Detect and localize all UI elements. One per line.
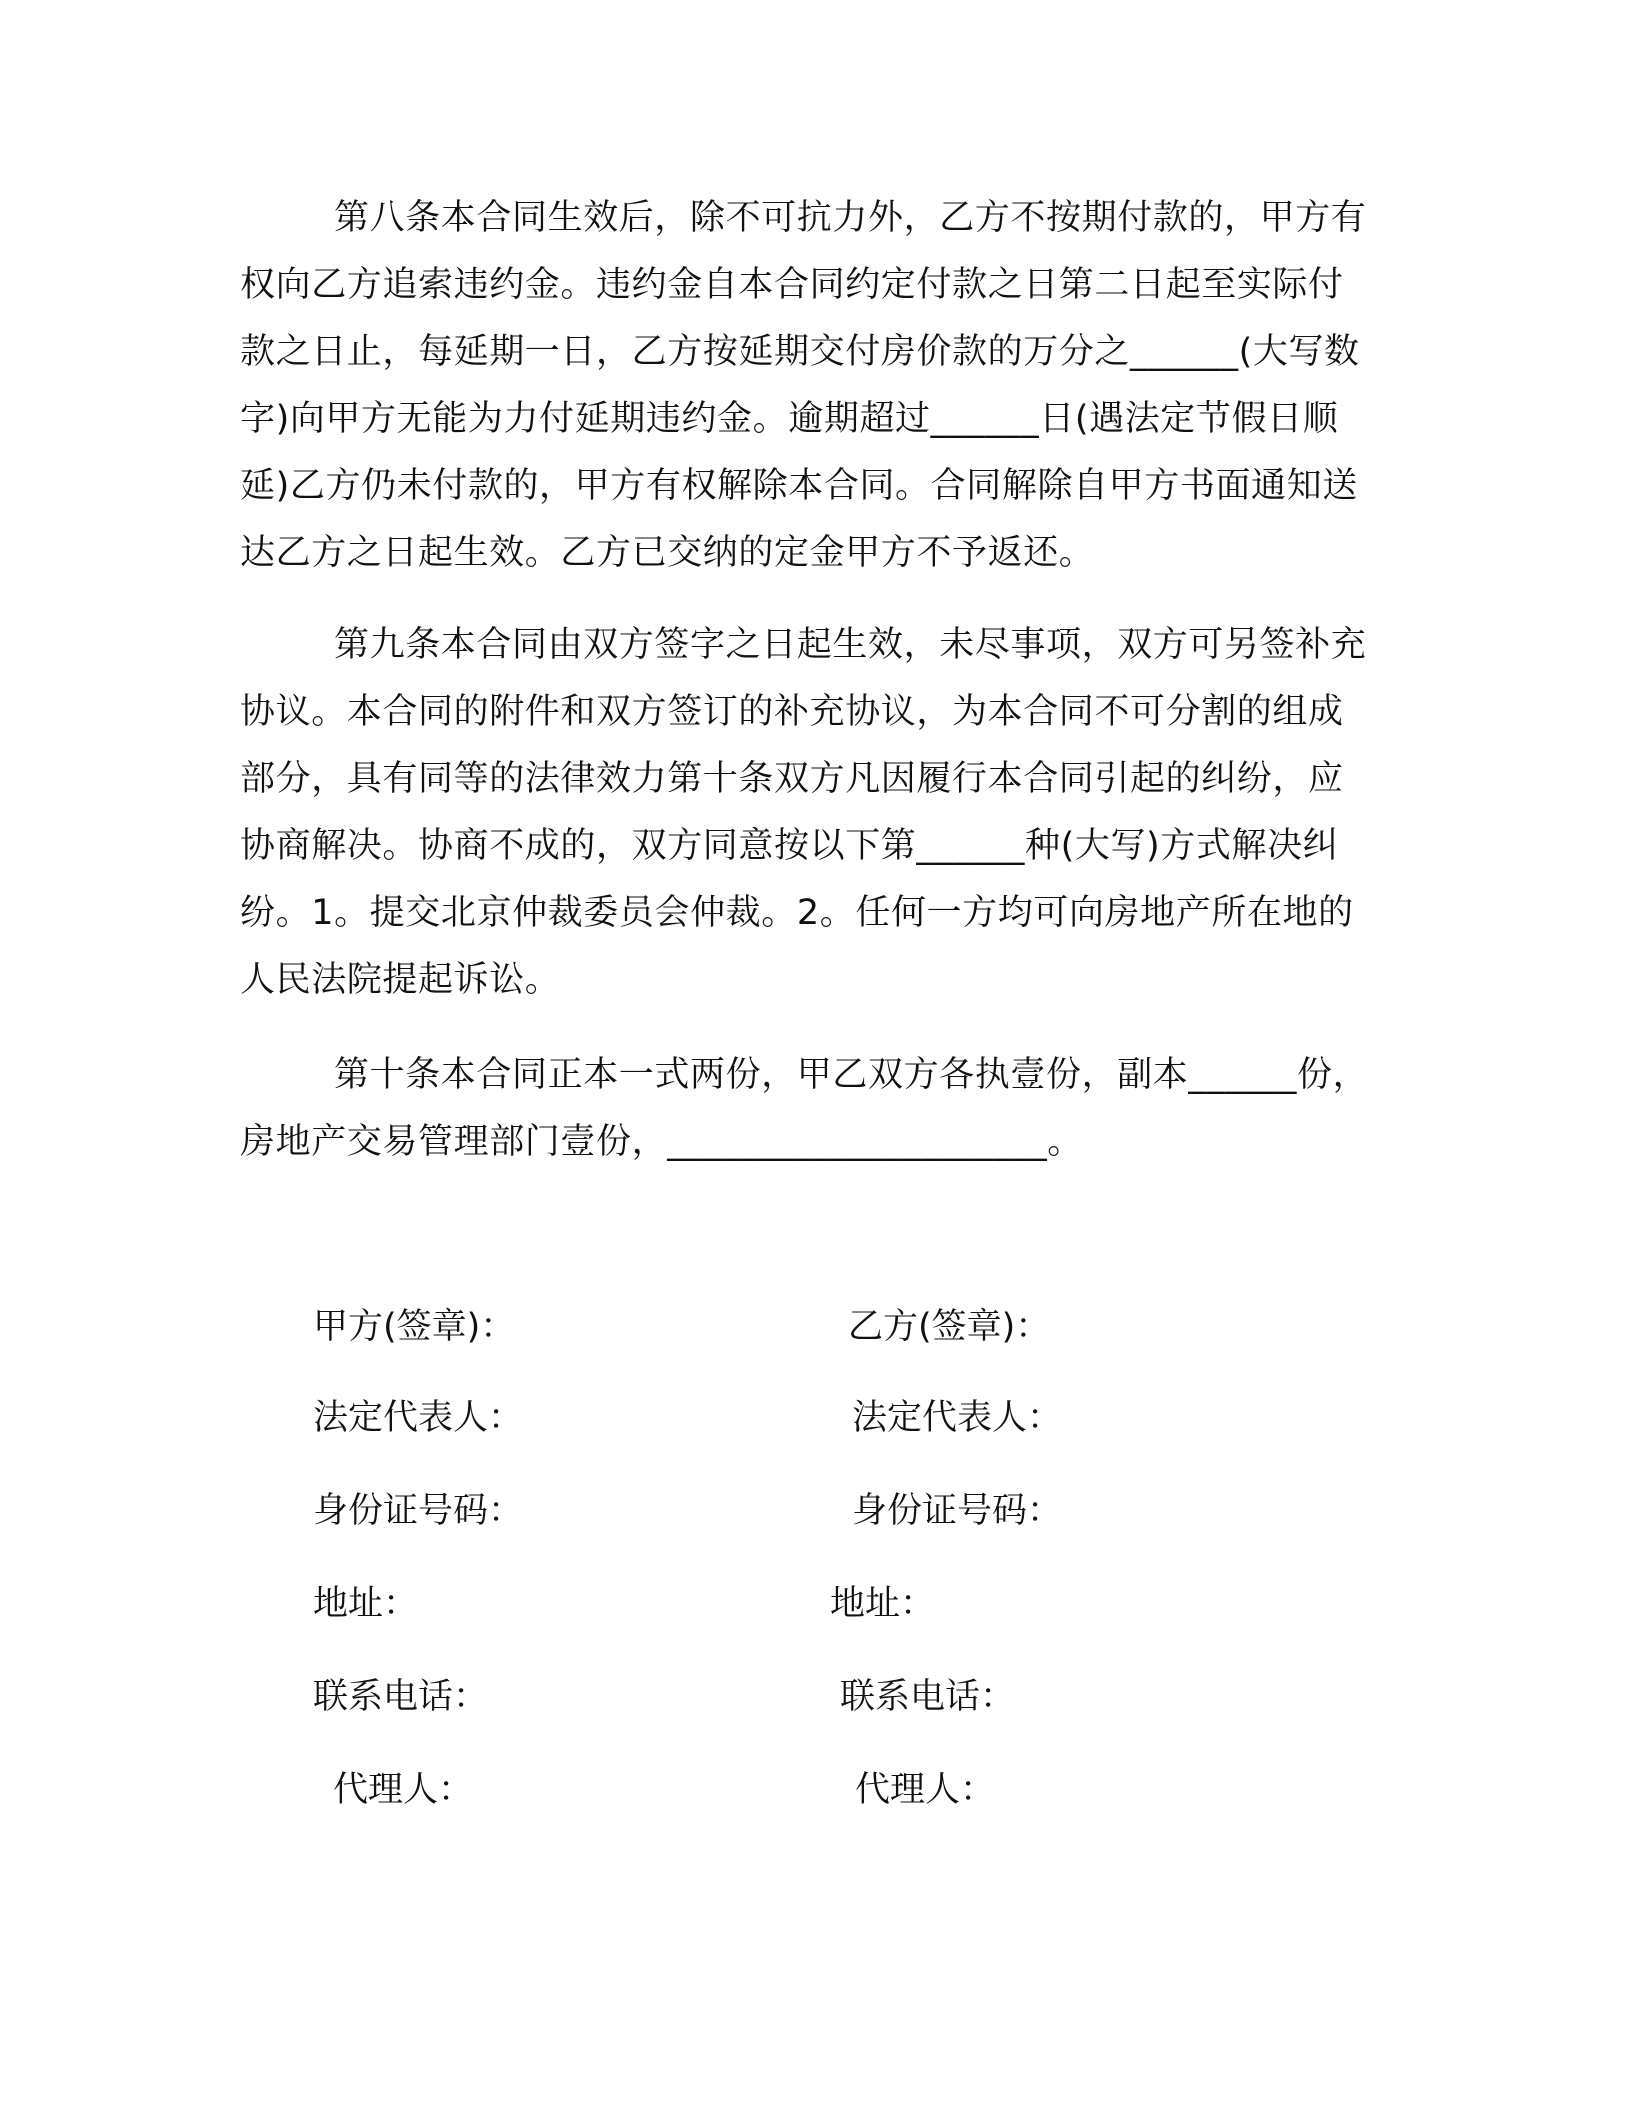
party-b-agent-label: 代理人： xyxy=(855,1770,996,1810)
party-a-agent-label: 代理人： xyxy=(333,1770,474,1810)
party-b-address-label: 地址： xyxy=(830,1584,936,1624)
party-a-legal-rep-label: 法定代表人： xyxy=(313,1398,524,1438)
party-b-phone-label: 联系电话： xyxy=(840,1677,1016,1717)
party-b-legal-rep-label: 法定代表人： xyxy=(852,1398,1063,1438)
party-a-seal-label: 甲方(签章)： xyxy=(313,1307,516,1347)
clause-article-10: 第十条本合同正本一式两份，甲乙双方各执壹份，副本______份，房地产交易管理部门壹份，_____________________。 xyxy=(240,1055,1369,1162)
party-a-id-number-label: 身份证号码： xyxy=(313,1491,524,1531)
clause-article-9: 第九条本合同由双方签字之日起生效，未尽事项，双方可另签补充协议。本合同的附件和双方签订的补充协议，为本合同不可分割的组成部分，具有同等的法律效力第十条双方凡因履行本合同引起的纠纷，应协商解决。协商不成的，双方同意按以下第______种(大写)方式解决纠纷。1。提交北京仲裁委员会仲裁。2。任何一方均可向房地产所在地的人民法院提起诉讼。 xyxy=(240,625,1367,1000)
party-a-phone-label: 联系电话： xyxy=(313,1677,489,1717)
party-b-seal-label: 乙方(签章)： xyxy=(848,1307,1051,1347)
party-a-address-label: 地址： xyxy=(313,1584,419,1624)
party-b-id-number-label: 身份证号码： xyxy=(852,1491,1063,1531)
clause-article-8: 第八条本合同生效后，除不可抗力外，乙方不按期付款的，甲方有权向乙方追索违约金。违约金自本合同约定付款之日第二日起至实际付款之日止，每延期一日，乙方按延期交付房价款的万分之______(大写数字)向甲方无能为力付延期违约金。逾期超过______日(遇法定节假日顺延)乙方仍未付款的，甲方有权解除本合同。合同解除自甲方书面通知送达乙方之日起生效。乙方已交纳的定金甲方不予返还。 xyxy=(240,198,1367,573)
